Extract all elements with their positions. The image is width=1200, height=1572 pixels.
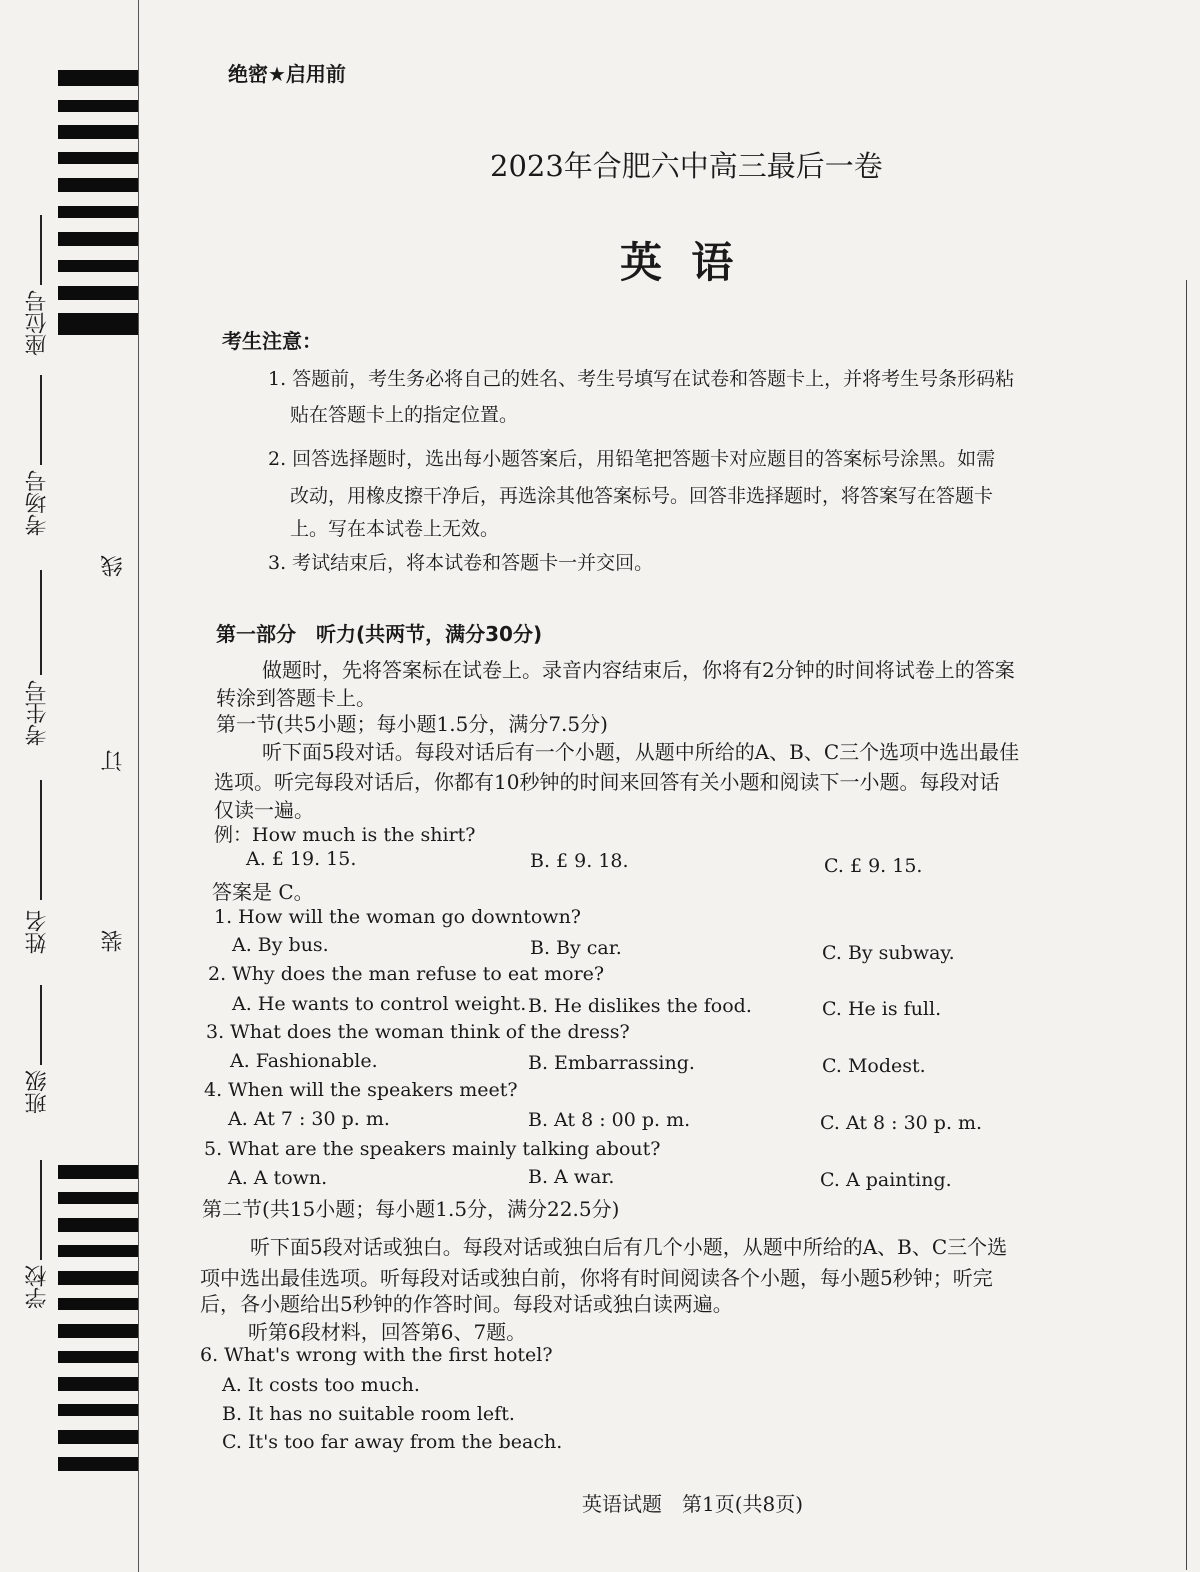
question-4-option-c[interactable]: C. At 8 : 30 p. m. — [820, 1112, 983, 1134]
notice-item-2-line-1: 2. 回答选择题时，选出每小题答案后，用铅笔把答题卡对应题目的答案标号涂黑。如需 — [268, 448, 996, 470]
school-label: 学校 — [25, 1265, 50, 1309]
example-option-a: A. £ 19. 15. — [246, 848, 357, 870]
question-2: 2. Why does the man refuse to eat more? — [208, 963, 605, 985]
question-1: 1. How will the woman go downtown? — [214, 906, 581, 928]
notice-title: 考生注意： — [222, 329, 322, 353]
seat-number-label: 座位号 — [25, 290, 50, 356]
right-edge-line — [1186, 280, 1187, 1570]
question-5-option-b[interactable]: B. A war. — [528, 1166, 615, 1188]
question-3-option-b[interactable]: B. Embarrassing. — [528, 1052, 695, 1074]
subject-title: 英 语 — [620, 238, 734, 287]
question-2-option-b[interactable]: B. He dislikes the food. — [528, 995, 752, 1017]
confidential-label: 绝密★启用前 — [228, 62, 346, 86]
question-6: 6. What's wrong with the first hotel? — [200, 1344, 553, 1366]
section1-intro-line-1: 听下面5段对话。每段对话后有一个小题，从题中所给的A、B、C三个选项中选出最佳 — [262, 740, 1020, 764]
example-option-b: B. £ 9. 18. — [530, 850, 629, 872]
part1-intro-line-1: 做题时，先将答案标在试卷上。录音内容结束后，你将有2分钟的时间将试卷上的答案 — [262, 658, 1015, 682]
question-6-option-a[interactable]: A. It costs too much. — [222, 1374, 420, 1396]
example-answer: 答案是 C。 — [212, 880, 314, 904]
question-3-option-c[interactable]: C. Modest. — [822, 1055, 926, 1077]
exam-room-label: 考场号 — [25, 470, 50, 536]
exam-room-field[interactable] — [40, 375, 42, 465]
question-4: 4. When will the speakers meet? — [204, 1079, 518, 1101]
candidate-number-field[interactable] — [40, 570, 42, 675]
question-3: 3. What does the woman think of the dress? — [206, 1021, 630, 1043]
binding-staple-char: 订 — [101, 750, 126, 772]
material-6-instruction: 听第6段材料，回答第6、7题。 — [248, 1320, 527, 1344]
question-6-option-c[interactable]: C. It's too far away from the beach. — [222, 1431, 563, 1453]
notice-item-2-line-3: 上。写在本试卷上无效。 — [290, 518, 500, 540]
question-4-option-a[interactable]: A. At 7 : 30 p. m. — [228, 1108, 390, 1130]
part1-intro-line-2: 转涂到答题卡上。 — [216, 686, 376, 710]
example-option-c: C. £ 9. 15. — [824, 855, 923, 877]
class-label: 班级 — [25, 1070, 50, 1114]
question-6-option-b[interactable]: B. It has no suitable room left. — [222, 1403, 515, 1425]
section1-heading: 第一节(共5小题；每小题1.5分，满分7.5分) — [216, 712, 608, 736]
name-field[interactable] — [40, 780, 42, 900]
exam-title: 2023年合肥六中高三最后一卷 — [490, 149, 883, 183]
question-2-option-c[interactable]: C. He is full. — [822, 998, 942, 1020]
notice-item-2-line-2: 改动，用橡皮擦干净后，再选涂其他答案标号。回答非选择题时，将答案写在答题卡 — [290, 485, 994, 507]
candidate-number-label: 考生号 — [25, 680, 50, 746]
name-label: 姓名 — [25, 910, 50, 954]
notice-item-1-line-2: 贴在答题卡上的指定位置。 — [290, 404, 519, 426]
question-1-option-b[interactable]: B. By car. — [530, 937, 622, 959]
class-field[interactable] — [40, 985, 42, 1065]
question-2-option-a[interactable]: A. He wants to control weight. — [232, 993, 527, 1015]
notice-item-3-line-1: 3. 考试结束后，将本试卷和答题卡一并交回。 — [268, 552, 654, 574]
part1-heading: 第一部分 听力(共两节，满分30分) — [216, 622, 543, 646]
section2-intro-line-1: 听下面5段对话或独白。每段对话或独白后有几个小题，从题中所给的A、B、C三个选 — [250, 1235, 1008, 1259]
question-5: 5. What are the speakers mainly talking about? — [204, 1138, 661, 1160]
binding-line-char: 线 — [101, 555, 126, 577]
section1-intro-line-3: 仅读一遍。 — [214, 798, 314, 822]
example-question: 例：How much is the shirt? — [214, 824, 476, 846]
notice-item-1-line-1: 1. 答题前，考生务必将自己的姓名、考生号填写在试卷和答题卡上，并将考生号条形码粘 — [268, 368, 1015, 390]
section2-intro-line-3: 后，各小题给出5秒钟的作答时间。每段对话或独白读两遍。 — [200, 1292, 733, 1316]
seat-number-field[interactable] — [40, 215, 42, 285]
section1-intro-line-2: 选项。听完每段对话后，你都有10秒钟的时间来回答有关小题和阅读下一小题。每段对话 — [214, 770, 1000, 794]
binding-bind-char: 装 — [101, 930, 126, 952]
question-1-option-a[interactable]: A. By bus. — [232, 934, 329, 956]
question-1-option-c[interactable]: C. By subway. — [822, 942, 955, 964]
question-3-option-a[interactable]: A. Fashionable. — [230, 1050, 378, 1072]
section2-heading: 第二节(共15小题；每小题1.5分，满分22.5分) — [202, 1197, 620, 1221]
question-4-option-b[interactable]: B. At 8 : 00 p. m. — [528, 1109, 691, 1131]
school-field[interactable] — [40, 1160, 42, 1260]
section2-intro-line-2: 项中选出最佳选项。听每段对话或独白前，你将有时间阅读各个小题，每小题5秒钟；听完 — [200, 1266, 993, 1290]
question-5-option-c[interactable]: C. A painting. — [820, 1169, 952, 1191]
question-5-option-a[interactable]: A. A town. — [228, 1167, 328, 1189]
page-footer: 英语试题 第1页(共8页) — [582, 1492, 804, 1516]
